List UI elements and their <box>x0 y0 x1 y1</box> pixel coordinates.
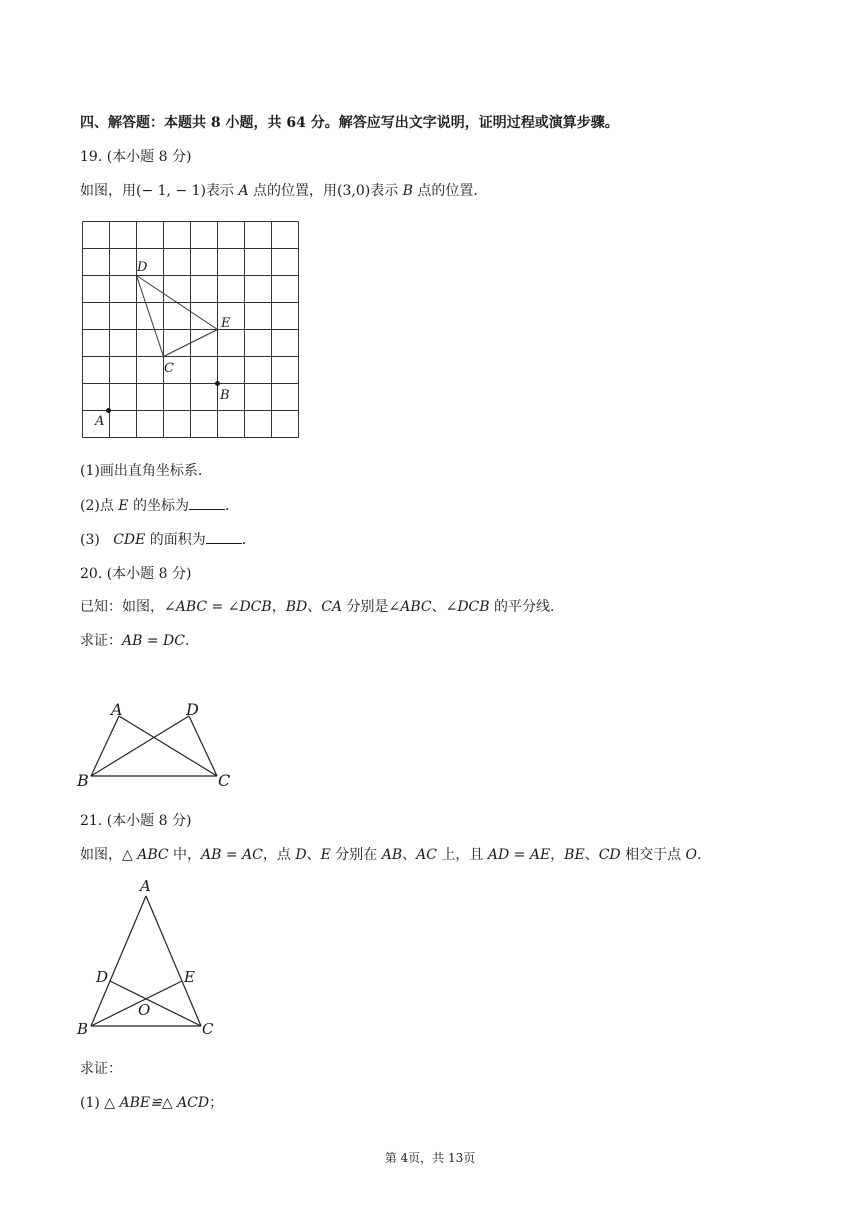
q20-given-sep3: 、 <box>431 599 446 615</box>
triangle-cde <box>137 276 218 357</box>
q19-number: 19. (本小题 8 分) <box>80 149 192 165</box>
q21-stem-b: ，点 <box>262 847 296 863</box>
q20-given-math3: CA <box>321 599 343 615</box>
q21-stem-ac: AC <box>416 847 437 863</box>
q20-prove-pre: 求证： <box>80 633 122 649</box>
q21-stem-a: 中， <box>168 847 202 863</box>
q19-part3-post: 的面积为 <box>145 532 206 548</box>
q19-part3-end: ． <box>241 532 256 548</box>
label-b: B <box>220 388 230 403</box>
q19-part3-blank <box>206 531 242 544</box>
q21-stem-eq2: AD = AE <box>487 847 551 863</box>
q20-prove <box>80 632 199 650</box>
q20-figure <box>75 698 245 793</box>
q19-grid-figure <box>80 219 320 449</box>
q21-stem-h: 、 <box>584 847 599 863</box>
label-b: B <box>77 771 89 790</box>
q21-part1-math: △ ABE≌△ ACD <box>104 1095 210 1111</box>
q20-given-math4: ∠ABC <box>388 599 432 615</box>
q19-part3 <box>80 531 256 549</box>
q21-part1 <box>80 1094 223 1112</box>
q21-number: 21. (本小题 8 分) <box>80 813 192 829</box>
q20-prove-math: AB = DC <box>122 633 185 649</box>
q19-part2-pre: (2)点 <box>80 498 119 514</box>
q20-prove-post: ． <box>184 633 199 649</box>
q21-stem-cd: CD <box>598 847 621 863</box>
label-a: A <box>140 877 151 895</box>
q20-given-post: 的平分线． <box>489 599 565 615</box>
grid-lines <box>83 222 299 438</box>
q19-part2-var: E <box>118 498 129 514</box>
label-b: B <box>77 1020 89 1038</box>
label-c: C <box>218 771 231 790</box>
q21-stem-o: O <box>685 847 698 863</box>
q19-stem-post: 点的位置． <box>412 183 488 199</box>
q21-stem-c: 、 <box>306 847 321 863</box>
q19-part3-pre: (3) <box>80 532 114 548</box>
q21-stem-tri: △ ABC <box>122 847 169 863</box>
q19-part2-end: ． <box>224 498 239 514</box>
q20-given-pre: 已知：如图， <box>80 599 164 615</box>
label-c: C <box>202 1020 214 1038</box>
q20-given-math: ∠ABC = ∠DCB <box>164 599 272 615</box>
label-a: A <box>111 700 123 719</box>
q20-given-sep: ， <box>271 599 286 615</box>
label-d: D <box>186 700 199 719</box>
label-d: D <box>96 968 109 986</box>
q21-figure <box>75 878 225 1043</box>
q21-part1-pre: (1) <box>80 1095 105 1111</box>
q19-stem-pre: 如图，用(− 1, − 1)表示 <box>80 183 239 199</box>
label-c: C <box>164 361 174 376</box>
q19-stem-mid: 点的位置，用(3,0)表示 <box>248 183 403 199</box>
q21-stem-d2: 分别在 <box>330 847 382 863</box>
label-o: O <box>138 1001 151 1019</box>
page-footer: 第 4页，共 13页 <box>384 1151 476 1165</box>
q21-stem-e2: 、 <box>402 847 417 863</box>
q20-given-math2: BD <box>285 599 308 615</box>
q20-number: 20. (本小题 8 分) <box>80 566 192 582</box>
q19-part2 <box>80 497 239 515</box>
q20-given <box>80 598 564 616</box>
q21-stem <box>80 846 711 864</box>
q20-given-sep2: 、 <box>307 599 322 615</box>
q21-stem-i: 相交于点 <box>620 847 686 863</box>
segment-cd <box>110 981 201 1026</box>
label-e: E <box>221 316 231 331</box>
q20-given-math5: ∠DCB <box>445 599 490 615</box>
q21-stem-g: ， <box>550 847 565 863</box>
q20-given-mid: 分别是 <box>342 599 389 615</box>
q19-stem-a: A <box>238 183 249 199</box>
q19-part3-var: CDE <box>113 532 146 548</box>
label-a: A <box>95 414 105 429</box>
q21-part1-post: ； <box>209 1095 224 1111</box>
segment-ac <box>146 896 201 1026</box>
q19-part2-blank <box>189 497 225 510</box>
q19-stem-b: B <box>402 183 413 199</box>
segment-bd <box>91 716 189 776</box>
segment-ca <box>119 716 217 776</box>
q21-stem-be: BE <box>564 847 585 863</box>
q21-stem-e: E <box>320 847 331 863</box>
q21-stem-f: 上，且 <box>436 847 488 863</box>
point-a-dot <box>106 408 111 413</box>
label-d: D <box>137 260 148 275</box>
q21-stem-j: ． <box>697 847 712 863</box>
q21-prove-label: 求证： <box>80 1061 122 1077</box>
q19-stem <box>80 182 487 200</box>
q19-part1: (1)画出直角坐标系． <box>80 463 212 479</box>
segment-be <box>91 981 182 1026</box>
q21-stem-d: D <box>295 847 307 863</box>
segment-dc <box>137 276 164 357</box>
q21-stem-ab: AB <box>381 847 403 863</box>
section-heading: 四、解答题：本题共 8 小题，共 64 分。解答应写出文字说明，证明过程或演算步骤。 <box>80 115 619 131</box>
q21-stem-pre: 如图， <box>80 847 122 863</box>
label-e: E <box>184 968 195 986</box>
q21-stem-eq: AB = AC <box>201 847 263 863</box>
q19-part2-post: 的坐标为 <box>128 498 189 514</box>
point-b-dot <box>215 381 220 386</box>
